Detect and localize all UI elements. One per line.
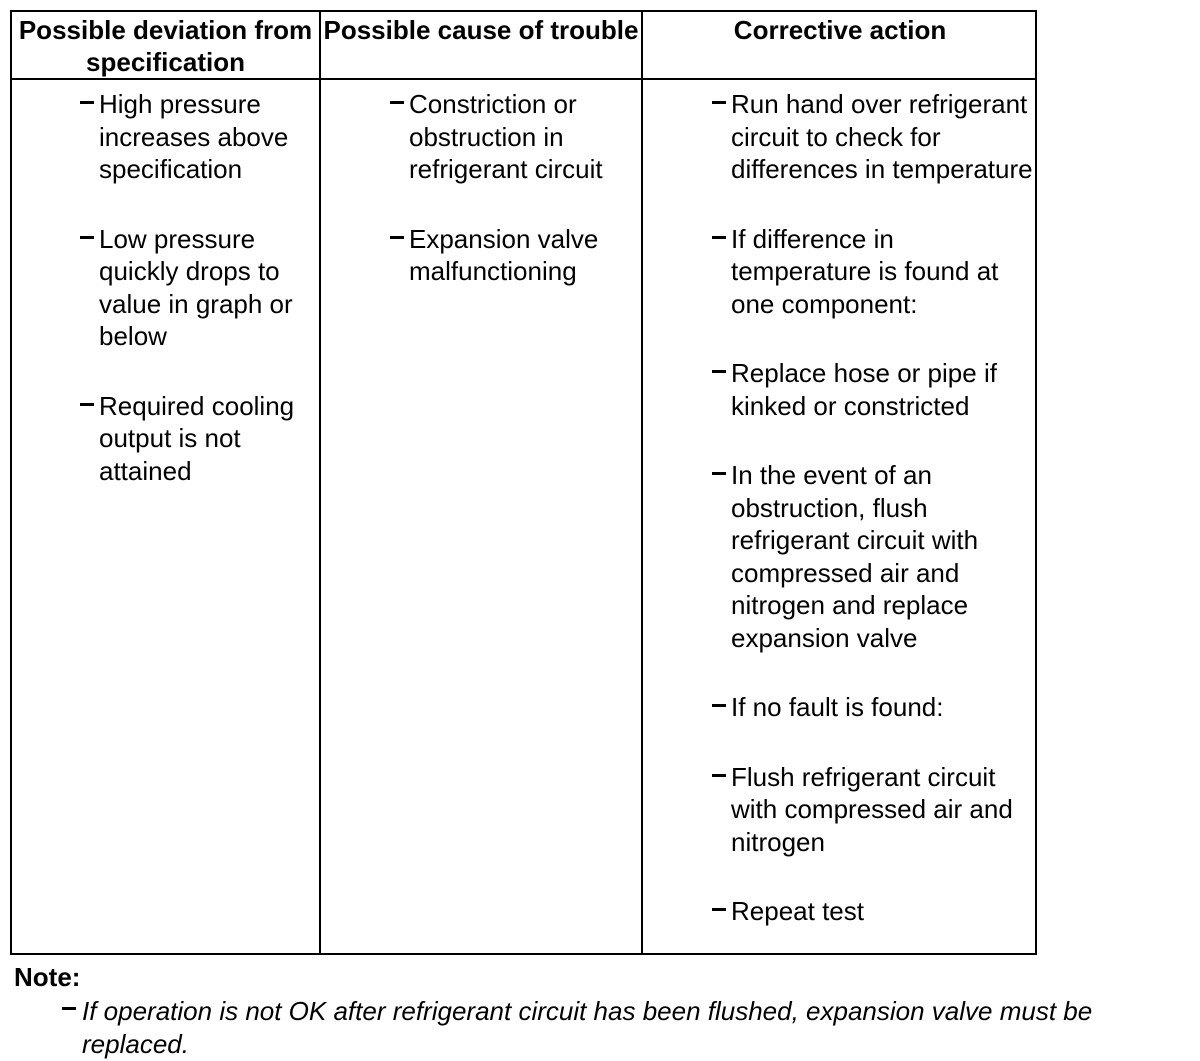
action-item-text: If no fault is found: xyxy=(731,692,944,722)
list-item xyxy=(710,691,1035,724)
deviation-item-text: High pressure increases above specification xyxy=(99,89,289,184)
note-title: Note: xyxy=(14,962,81,992)
header-action: Corrective action xyxy=(733,15,947,45)
dash-bullet-icon xyxy=(80,236,94,239)
action-column xyxy=(710,88,1035,965)
note-text-item xyxy=(62,995,1172,1061)
cause-column xyxy=(388,88,638,325)
header-deviation: Possible deviation from specification xyxy=(18,15,313,77)
list-item xyxy=(710,223,1035,321)
action-item-text: Flush refrigerant circuit with compressed air and nitrogen xyxy=(731,761,1013,857)
action-item-text: In the event of an obstruction, flush refrigerant circuit with compressed air and nitrogen and replace expansion valve xyxy=(731,460,979,653)
action-item-text: Repeat test xyxy=(731,896,864,926)
list-item xyxy=(710,895,1035,928)
dash-bullet-icon xyxy=(712,370,726,373)
note-text: If operation is not OK after refrigerant circuit has been flushed, expansion valve must be replaced. xyxy=(82,996,1093,1059)
dash-bullet-icon xyxy=(390,236,404,239)
deviation-column xyxy=(78,88,318,524)
dash-bullet-icon xyxy=(712,908,726,911)
list-item xyxy=(710,761,1035,859)
list-item xyxy=(710,357,1035,422)
dash-bullet-icon xyxy=(712,101,726,104)
deviation-item-text: Low pressure quickly drops to value in graph or below xyxy=(99,223,293,351)
header-cause: Possible cause of trouble xyxy=(323,15,639,45)
dash-bullet-icon xyxy=(712,704,726,707)
list-item xyxy=(710,88,1035,186)
list-item xyxy=(388,223,638,288)
dash-bullet-icon xyxy=(62,1007,76,1010)
list-item xyxy=(78,88,318,186)
dash-bullet-icon xyxy=(712,236,726,239)
action-item-text: If difference in temperature is found at one component: xyxy=(731,223,999,319)
list-item xyxy=(710,459,1035,654)
cause-item-text: Expansion valve malfunctioning xyxy=(409,223,599,286)
column-divider xyxy=(319,12,321,953)
list-item xyxy=(388,88,638,186)
dash-bullet-icon xyxy=(80,101,94,104)
dash-bullet-icon xyxy=(712,774,726,777)
dash-bullet-icon xyxy=(80,403,94,406)
deviation-item-text: Required cooling output is not attained xyxy=(99,390,295,486)
list-item xyxy=(78,390,318,488)
action-item-text: Run hand over refrigerant circuit to check for differences in temperature xyxy=(731,89,1033,184)
action-item-text: Replace hose or pipe if kinked or constricted xyxy=(731,358,997,421)
cause-item-text: Constriction or obstruction in refrigerant circuit xyxy=(409,89,603,184)
column-divider xyxy=(641,12,643,953)
dash-bullet-icon xyxy=(390,101,404,104)
dash-bullet-icon xyxy=(712,472,726,475)
troubleshooting-table xyxy=(10,10,1037,955)
list-item xyxy=(78,223,318,353)
table-header-row xyxy=(12,12,1035,80)
